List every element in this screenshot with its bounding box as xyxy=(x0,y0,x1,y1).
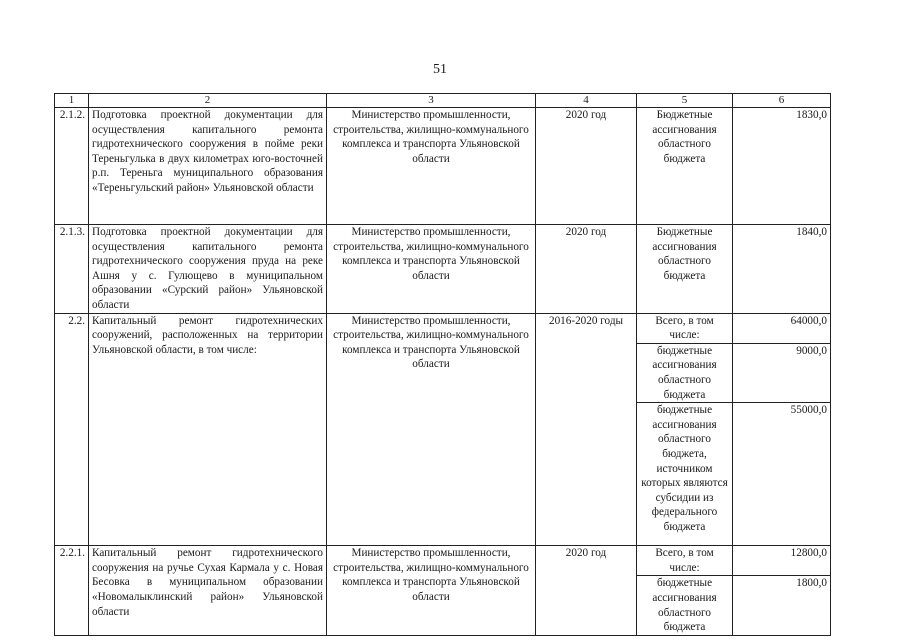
row-executor: Министерство промышленности, строительства, жилищно-коммунального комплекса и транспорта Ульяновской области xyxy=(327,546,536,636)
row-amount: 64000,0 xyxy=(733,313,831,343)
row-amount: 55000,0 xyxy=(733,403,831,546)
row-period: 2020 год xyxy=(536,225,637,314)
row-executor: Министерство промышленности, строительства, жилищно-коммунального комплекса и транспорта Ульяновской области xyxy=(327,313,536,546)
column-header: 3 xyxy=(327,94,536,108)
row-amount: 9000,0 xyxy=(733,343,831,402)
row-period: 2016-2020 годы xyxy=(536,313,637,546)
row-number: 2.1.2. xyxy=(55,108,89,225)
row-number: 2.2.1. xyxy=(55,546,89,636)
row-description: Капитальный ремонт гидротехнических сооружений, расположенных на территории Ульяновской области, в том числе: xyxy=(89,313,327,546)
table-row xyxy=(55,546,831,576)
row-amount: 1830,0 xyxy=(733,108,831,225)
row-executor: Министерство промышленности, строительства, жилищно-коммунального комплекса и транспорта Ульяновской области xyxy=(327,108,536,225)
row-amount: 1840,0 xyxy=(733,225,831,314)
column-header: 1 xyxy=(55,94,89,108)
row-period: 2020 год xyxy=(536,108,637,225)
budget-table xyxy=(54,93,831,636)
row-funding-source: Бюджетные ассигнования областного бюджета xyxy=(637,225,733,314)
row-funding-source: Всего, в том числе: xyxy=(637,546,733,576)
table-row xyxy=(55,225,831,314)
row-amount: 12800,0 xyxy=(733,546,831,576)
page-number: 51 xyxy=(433,62,447,77)
row-description: Капитальный ремонт гидротехнического сооружения на ручье Сухая Кармала у с. Новая Бесовка в муниципальном образовании «Новомалыклинский район» Ульяновской области xyxy=(89,546,327,636)
column-header: 6 xyxy=(733,94,831,108)
row-number: 2.2. xyxy=(55,313,89,546)
table-header-row xyxy=(55,94,831,108)
row-funding-source: бюджетные ассигнования областного бюджета, источником которых являются субсидии из федерального бюджета xyxy=(637,403,733,546)
column-header: 4 xyxy=(536,94,637,108)
row-funding-source: бюджетные ассигнования областного бюджета xyxy=(637,343,733,402)
column-header: 5 xyxy=(637,94,733,108)
row-executor: Министерство промышленности, строительства, жилищно-коммунального комплекса и транспорта Ульяновской области xyxy=(327,225,536,314)
row-description: Подготовка проектной документации для осуществления капитального ремонта гидротехнического сооружения пруда на реке Ашня у с. Гулющево в муниципальном образовании «Сурский район» Ульяновской области xyxy=(89,225,327,314)
row-period: 2020 год xyxy=(536,546,637,636)
row-funding-source: бюджетные ассигнования областного бюджета xyxy=(637,576,733,635)
row-description: Подготовка проектной документации для осуществления капитального ремонта гидротехнического сооружения в пойме реки Тереньгулька в двух километрах юго-восточней р.п. Тереньга муниципального образования «Тереньгульский район» Ульяновской области xyxy=(89,108,327,225)
row-funding-source: Всего, в том числе: xyxy=(637,313,733,343)
table-row xyxy=(55,313,831,343)
column-header: 2 xyxy=(89,94,327,108)
row-funding-source: Бюджетные ассигнования областного бюджета xyxy=(637,108,733,225)
row-number: 2.1.3. xyxy=(55,225,89,314)
table-row xyxy=(55,108,831,225)
row-amount: 1800,0 xyxy=(733,576,831,635)
